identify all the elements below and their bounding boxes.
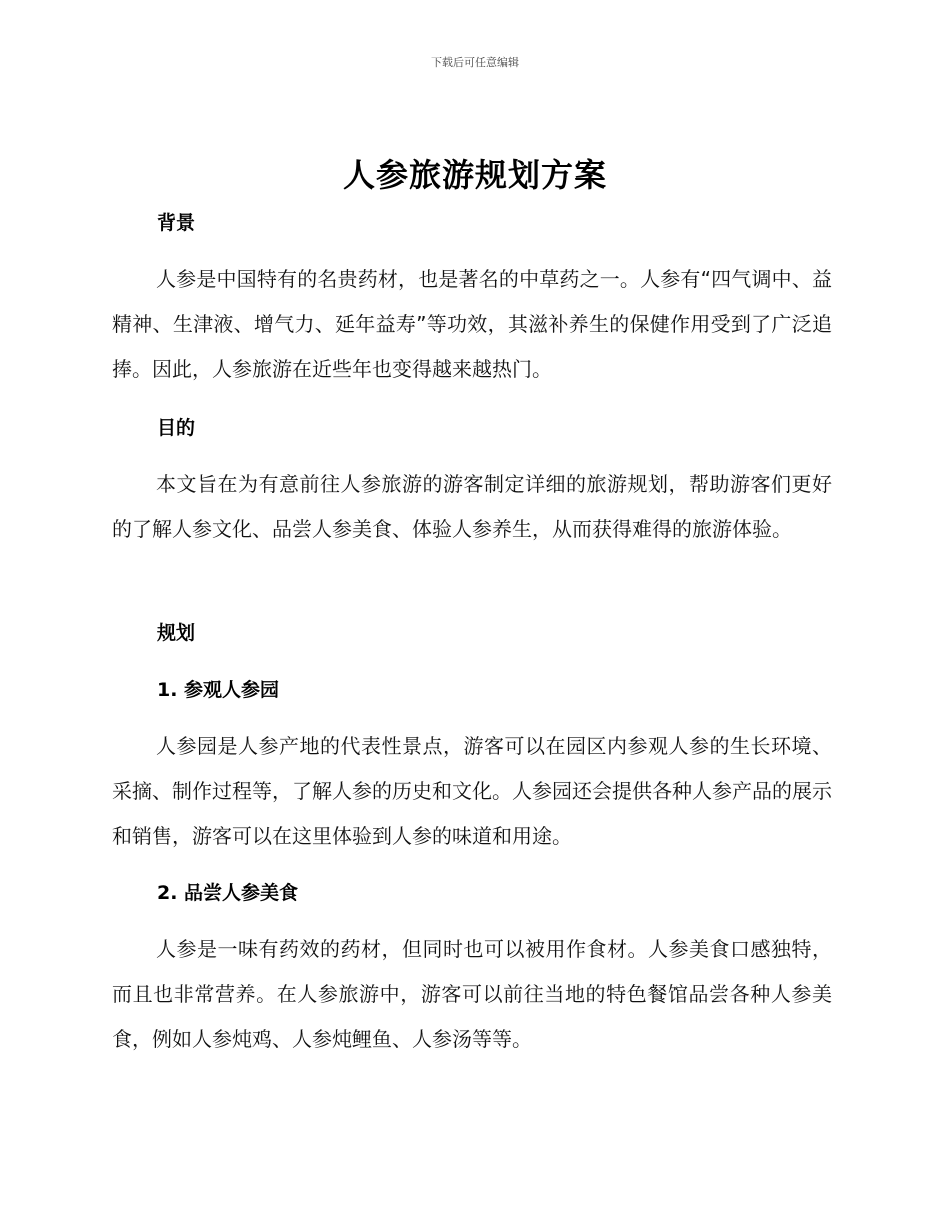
- section-heading-background: 背景: [157, 212, 196, 234]
- subsection-heading-ginseng-food: 2. 品尝人参美食: [157, 882, 299, 904]
- paragraph-ginseng-food: 人参是一味有药效的药材，但同时也可以被用作食材。人参美食口感独特，而且也非常营养。在人参旅游中，游客可以前往当地的特色餐馆品尝各种人参美食，例如人参炖鸡、人参炖鲤鱼、人参汤等等。: [112, 937, 832, 1051]
- section-heading-plan: 规划: [157, 622, 196, 644]
- paragraph-background: 人参是中国特有的名贵药材，也是著名的中草药之一。人参有“四气调中、益精神、生津液、增气力、延年益寿”等功效，其滋补养生的保健作用受到了广泛追捧。因此，人参旅游在近些年也变得越来越热门。: [112, 267, 832, 381]
- subsection-heading-ginseng-garden: 1. 参观人参园: [157, 679, 280, 701]
- section-heading-purpose: 目的: [157, 417, 196, 439]
- document-title: 人参旅游规划方案: [342, 156, 607, 194]
- paragraph-purpose: 本文旨在为有意前往人参旅游的游客制定详细的旅游规划，帮助游客们更好的了解人参文化、品尝人参美食、体验人参养生，从而获得难得的旅游体验。: [112, 472, 832, 541]
- paragraph-ginseng-garden: 人参园是人参产地的代表性景点，游客可以在园区内参观人参的生长环境、采摘、制作过程等，了解人参的历史和文化。人参园还会提供各种人参产品的展示和销售，游客可以在这里体验到人参的味道和用途。: [112, 734, 832, 848]
- header-note: 下载后可任意编辑: [431, 56, 519, 69]
